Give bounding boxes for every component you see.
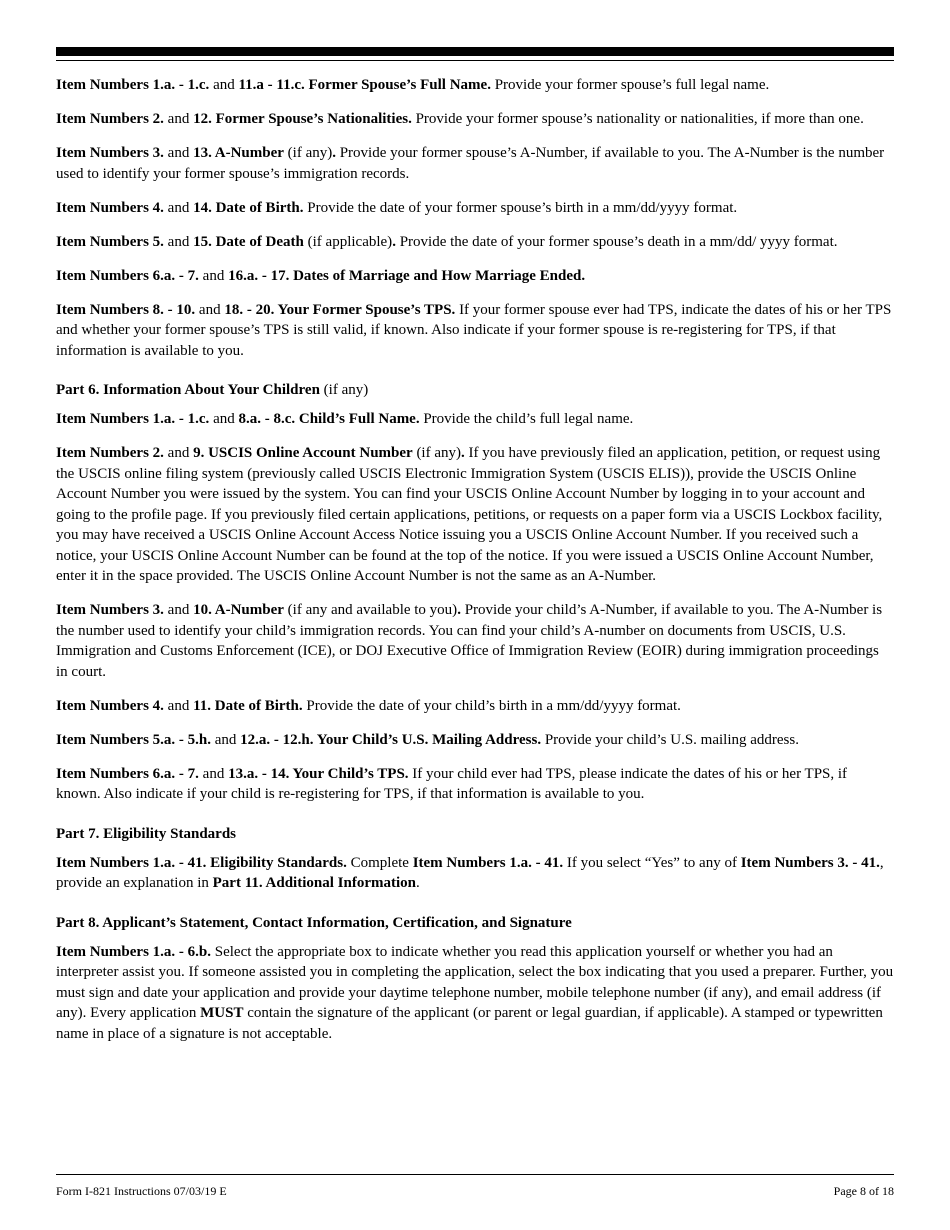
paragraph — [56, 266, 894, 287]
text: If you select “Yes” to any of — [563, 854, 741, 871]
text: and — [163, 145, 194, 161]
text: Provide your former spouse’s full legal name. — [490, 77, 770, 93]
bold-text: Item Numbers 5.a. - 5.h. — [56, 731, 211, 748]
text: Provide your former spouse’s A-Number, if available to you. The A-Number is the number used to identify your former spouse’s immigration records. — [56, 145, 885, 182]
part7-heading-bold: Part 7. Eligibility Standards — [56, 825, 237, 842]
text: . — [415, 875, 420, 891]
part6-heading-qualifier: (if any) — [319, 382, 369, 398]
bold-text: 8.a. - 8.c. Child’s Full Name. — [238, 411, 420, 427]
text: Provide your child’s U.S. mailing address. — [541, 731, 799, 748]
paragraph — [56, 764, 894, 805]
bold-text: 10. A-Number — [193, 602, 284, 618]
bold-text: 9. USCIS Online Account Number — [193, 445, 413, 461]
bold-text: . — [457, 602, 461, 618]
bold-text: Item Numbers 3. - 41. — [740, 854, 880, 871]
text: Select the appropriate box to indicate whether you read this application yourself or whether you had an interpreter assist you. If someone assisted you in completing the application, select the box indicating that you used a preparer. Further, you must sign and date your application and provide your daytime telephone number, mobile telephone number (if any), and email address (if any). Every application — [56, 943, 894, 1021]
footer-form-id: Form I-821 Instructions 07/03/19 E — [56, 1184, 227, 1198]
bold-text: Item Numbers 6.a. - 7. — [56, 765, 199, 782]
bold-text: Item Numbers 5. — [56, 233, 164, 250]
bold-text: Item Numbers 4. — [56, 199, 164, 216]
text: and — [163, 111, 194, 127]
text: If your child ever had TPS, please indicate the dates of his or her TPS, if known. Also indicate if your child is re-registering for TPS, if that information is available to you. — [56, 765, 848, 802]
bold-text: Item Numbers 4. — [56, 697, 164, 714]
text: If your former spouse ever had TPS, indicate the dates of his or her TPS and whether your former spouse’s TPS is still valid, if known. Also indicate if your former spouse is re-registering for TPS, if that information is available to you. — [56, 301, 892, 359]
paragraph — [56, 75, 894, 96]
bold-text: Item Numbers 2. — [56, 111, 164, 127]
text: and — [198, 765, 229, 782]
text: and — [163, 233, 194, 250]
paragraph — [56, 942, 894, 1045]
bold-text: 15. Date of Death — [193, 233, 304, 250]
part8-heading-bold: Part 8. Applicant’s Statement, Contact Information, Certification, and Signature — [56, 914, 572, 931]
bold-text: Part 11. Additional Information — [212, 875, 416, 891]
part6-heading-bold: Part 6. Information About Your Children — [56, 382, 320, 398]
bold-text: 13.a. - 14. Your Child’s TPS. — [228, 765, 409, 782]
bold-text: . — [332, 145, 336, 161]
text: and — [163, 445, 194, 461]
bold-text: Item Numbers 3. — [56, 145, 164, 161]
page-content — [56, 75, 894, 1058]
bold-text: 18. - 20. Your Former Spouse’s TPS. — [224, 301, 456, 318]
paragraph — [56, 232, 894, 253]
bold-text: Item Numbers 1.a. - 6.b. — [56, 943, 211, 960]
text: and — [163, 199, 194, 216]
paragraph — [56, 443, 894, 587]
bold-text: Item Numbers 1.a. - 1.c. — [56, 411, 210, 427]
text: Provide the date of your child’s birth in a mm/dd/yyyy format. — [302, 697, 681, 714]
bold-text: . — [392, 233, 396, 250]
bold-text: Item Numbers 6.a. - 7. — [56, 267, 199, 284]
text: (if any and available to you) — [283, 602, 458, 618]
text: Provide the date of your former spouse’s death in a mm/dd/ yyyy format. — [395, 233, 838, 250]
text: Provide your former spouse’s nationality or nationalities, if more than one. — [411, 111, 864, 127]
text: (if any) — [412, 445, 461, 461]
text: and — [209, 411, 239, 427]
text: , provide an explanation in — [56, 854, 884, 891]
bold-text: 14. Date of Birth. — [193, 199, 304, 216]
text: contain the signature of the applicant (or parent or legal guardian, if applicable). A stamped or typewritten name in place of a signature is not acceptable. — [56, 1005, 883, 1042]
paragraph — [56, 696, 894, 717]
text: and — [163, 697, 194, 714]
paragraph — [56, 409, 894, 430]
header-thin-rule — [56, 60, 894, 61]
paragraph — [56, 198, 894, 219]
footer-rule — [56, 1174, 894, 1175]
paragraph — [56, 300, 894, 362]
text: Provide your child’s A-Number, if available to you. The A-Number is the number used to identify your child’s immigration records. You can find your child’s A-number on documents from USCIS, U.S. Immigration and Customs Enforcement (ICE), or DOJ Executive Office of Immigration Review (EOIR) during immigration proceedings in court. — [56, 602, 883, 680]
bold-text: Item Numbers 1.a. - 41. — [412, 854, 564, 871]
bold-text: Item Numbers 8. - 10. — [56, 301, 196, 318]
part7-heading — [56, 824, 894, 844]
text: and — [195, 301, 225, 318]
text: and — [209, 77, 239, 93]
bold-text: Item Numbers 1.a. - 1.c. — [56, 77, 210, 93]
paragraph — [56, 600, 894, 682]
bold-text: . — [461, 445, 465, 461]
former-spouse-section — [56, 75, 894, 361]
text: If you have previously filed an application, petition, or request using the USCIS online filing system (previously called USCIS Electronic Immigration System (USCIS ELIS)), provide the USCIS Online Account Number you were issued by the system. You can find your USCIS Online Account Number by logging in to your account and going to the profile page. If you previously filed certain applications, petitions, or requests on a paper form via a USCIS Lockbox facility, you may have received a USCIS Online Account Access Notice issuing you a USCIS Online Account Number. If you received such a notice, your USCIS Online Account Number can be found at the top of the notice. If you were issued a USCIS Online Account Number, enter it in the space provided. The USCIS Online Account Number is not the same as an A-Number. — [56, 445, 883, 584]
bold-text: Item Numbers 1.a. - 41. Eligibility Standards. — [56, 854, 347, 871]
bold-text: 12. Former Spouse’s Nationalities. — [193, 111, 412, 127]
paragraph — [56, 109, 894, 130]
bold-text: Item Numbers 2. — [56, 445, 164, 461]
text: Provide the child’s full legal name. — [419, 411, 634, 427]
bold-text: 11. Date of Birth. — [193, 697, 303, 714]
part8-section — [56, 913, 894, 1045]
part8-heading — [56, 913, 894, 933]
paragraph — [56, 143, 894, 184]
text: Complete — [346, 854, 413, 871]
part6-heading — [56, 380, 894, 400]
text: (if any) — [283, 145, 333, 161]
bold-text: 12.a. - 12.h. Your Child’s U.S. Mailing Address. — [240, 731, 542, 748]
part6-section — [56, 380, 894, 805]
footer-page-number: Page 8 of 18 — [833, 1184, 894, 1198]
text: Provide the date of your former spouse’s birth in a mm/dd/yyyy format. — [303, 199, 738, 216]
bold-text: 11.a - 11.c. Former Spouse’s Full Name. — [238, 77, 491, 93]
header-thick-rule — [56, 47, 894, 56]
bold-text: 13. A-Number — [193, 145, 284, 161]
text: and — [198, 267, 229, 284]
bold-text: 16.a. - 17. Dates of Marriage and How Marriage Ended. — [228, 267, 586, 284]
bold-text: Item Numbers 3. — [56, 602, 164, 618]
bold-text: MUST — [200, 1005, 244, 1021]
text: and — [211, 731, 241, 748]
paragraph — [56, 853, 894, 894]
text: (if applicable) — [303, 233, 393, 250]
text: and — [163, 602, 194, 618]
part7-section — [56, 824, 894, 894]
paragraph — [56, 730, 894, 751]
